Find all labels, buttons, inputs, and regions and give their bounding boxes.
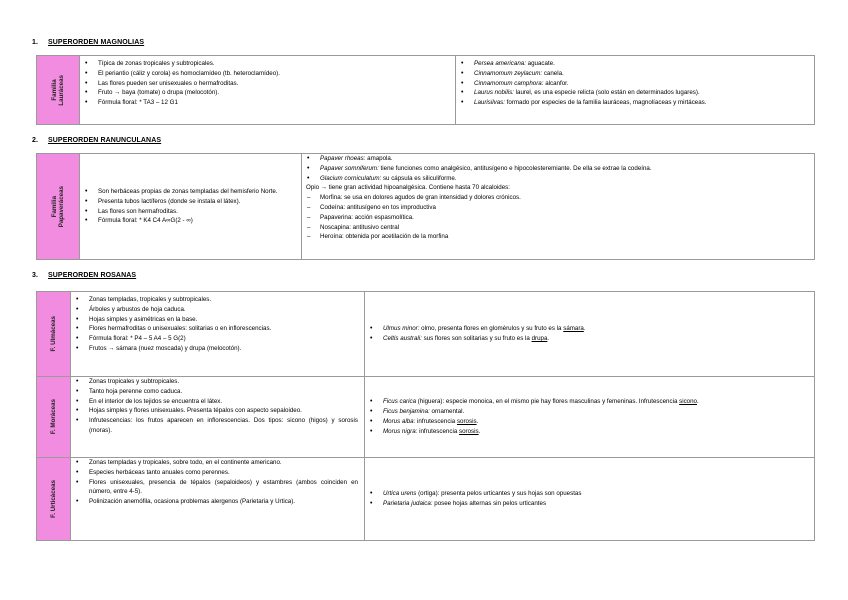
species-list: [456, 56, 814, 108]
section-number: 2.: [32, 137, 39, 144]
species-name: Cinnamomum zeylacum:: [474, 69, 543, 77]
feature-item: • Flores hermafroditas o unisexuales: solitarias o en inflorescencias.: [71, 324, 364, 334]
species-end: .: [476, 418, 479, 425]
section-heading: SUPERORDEN MAGNOLIAS: [48, 39, 145, 46]
alkaloid-item: – Codeína: antitusígeno en tos improductiva: [302, 203, 814, 213]
species-item: [365, 407, 814, 417]
species-name: Laurus nobilis:: [474, 89, 514, 97]
species-desc: tiene funciones como analgésico, antitusígeno e hipocolesteremiante. De ella se extrae la codeína.: [378, 164, 652, 172]
alkaloid-item: – Noscapina: antitusivo central: [302, 223, 814, 233]
family-cell: [37, 458, 71, 541]
species-name: Laurisilvas:: [474, 99, 505, 107]
feature-item: • Fórmula floral: * TA3 – 12 G1: [80, 98, 455, 108]
species-name: Ficus carica: [383, 398, 417, 406]
fruit-type: sorosis: [459, 427, 479, 435]
species-cell: [365, 458, 815, 541]
fruit-type: sicono: [679, 398, 697, 406]
family-cell: [37, 377, 71, 458]
feature-item: • Flores unisexuales, presencia de tépalos (sepaloideos) y estambres (ambos coinciden en número, entre 4-5).: [71, 478, 364, 498]
species-item: [456, 69, 814, 79]
species-list: [365, 324, 814, 344]
section-number: 3.: [32, 272, 39, 279]
features-list: [80, 187, 301, 226]
species-desc: (higuera): especie monoica, en el mismo pie hay flores masculinas y femeninas. Infrutescencia: [416, 398, 680, 406]
feature-item: • Las flores pueden ser unisexuales o hermafroditas.: [80, 79, 455, 89]
features-list: [71, 458, 364, 507]
ranunculanas-table: [36, 153, 815, 260]
species-item: [365, 334, 814, 344]
feature-item: • Fórmula floral: * K4 C4 A∞G(2 - ∞): [80, 216, 301, 226]
species-cell: [456, 56, 815, 125]
species-name: Urtica urens: [383, 490, 417, 498]
feature-item: • Zonas templadas y tropicales, sobre todo, en el continente americano.: [71, 458, 364, 468]
feature-item: • Presenta tubos lactíferos (donde se instala el látex).: [80, 197, 301, 207]
feature-item: • Tanto hoja perenne como caduca.: [71, 387, 364, 397]
species-desc: (ortiga): presenta pelos urticantes y sus hojas son opuestas: [416, 490, 582, 498]
fruit-type: sámara: [563, 325, 584, 333]
family-label: Familia Lauráceas: [51, 74, 65, 106]
feature-item: • Fórmula floral: * P4 – 5 A4 – 5 G(2): [71, 334, 364, 344]
section-number: 1.: [32, 39, 39, 46]
fruit-type: drupa: [531, 335, 548, 342]
species-list: [365, 397, 814, 436]
species-item: [365, 324, 814, 334]
species-desc: alcanfor.: [543, 79, 569, 87]
feature-item: • Polinización anemófila, ocasiona problemas alergenos (Parietaria y Urtica).: [71, 497, 364, 507]
species-item: [365, 397, 814, 407]
features-cell: [71, 377, 365, 458]
feature-item: • Las flores son hermafroditas.: [80, 207, 301, 217]
species-name: Glacium corniculatum:: [320, 174, 382, 182]
species-cell: [365, 292, 815, 377]
feature-item: • Fruto → baya (tomate) o drupa (melocotón).: [80, 88, 455, 98]
feature-item: • El periantio (cáliz y corola) es homoclamídeo (tb. heteroclamídeo).: [80, 69, 455, 79]
species-desc: infrutescencia: [415, 418, 457, 425]
family-label: F. Ulmáceas: [50, 316, 57, 352]
family-cell: [37, 56, 80, 125]
species-item: [365, 489, 814, 499]
species-item: [365, 417, 814, 427]
species-desc: infrutescencia: [417, 427, 460, 435]
section-heading: SUPERORDEN RANUNCULANAS: [48, 137, 162, 144]
species-item: [302, 154, 814, 164]
family-cell: [37, 292, 71, 377]
features-list: [71, 292, 364, 354]
species-name: Morus nigra:: [383, 427, 418, 435]
features-cell: [80, 154, 302, 260]
species-desc: canela.: [542, 69, 564, 77]
species-item: [456, 98, 814, 108]
species-desc: posee hojas alternas sin pelos urticantes: [432, 500, 547, 507]
family-cell: [37, 154, 80, 260]
section-2-title: [32, 137, 161, 144]
species-desc: laurel, es una especie relicta (solo están en determinados lugares).: [513, 89, 700, 97]
feature-item: • Zonas templadas, tropicales y subtropicales.: [71, 295, 364, 305]
species-name: Persea americana:: [474, 60, 526, 67]
species-desc: ornamental.: [429, 408, 465, 416]
feature-item: • Son herbáceas propias de zonas templadas del hemisferio Norte.: [80, 187, 301, 197]
species-desc: aguacate.: [525, 60, 555, 67]
species-desc: formado por especies de la familia lauráceas, magnolíaceas y mirtáceas.: [504, 99, 707, 107]
features-list: [80, 56, 455, 108]
species-list: [302, 154, 814, 242]
species-desc: amapola.: [365, 155, 393, 162]
species-item: [365, 427, 814, 437]
species-name: Morus alba:: [383, 418, 416, 425]
feature-item: • Árboles y arbustos de hoja caduca.: [71, 305, 364, 315]
species-item: [302, 164, 814, 174]
species-name: Papaver rhoeas:: [320, 155, 366, 162]
species-item: [456, 88, 814, 98]
feature-item: • Frutos → sámara (nuez moscada) y drupa (melocotón).: [71, 344, 364, 354]
species-cell: [302, 154, 815, 260]
feature-item: • Infrutescencias: los frutos aparecen en inflorescencias. Dos tipos: sicono (higos) y sorosis (moras).: [71, 416, 364, 436]
family-label: Familia Papaveráceas: [51, 185, 65, 228]
species-name: Ficus benjamina:: [383, 408, 430, 416]
alkaloid-item: – Papaverina: acción espasmolítica.: [302, 213, 814, 223]
features-cell: [80, 56, 456, 125]
feature-item: • Zonas tropicales y subtropicales.: [71, 377, 364, 387]
species-desc: olmo, presenta flores en glomérulos y su fruto es la: [419, 325, 564, 333]
feature-item: • Especies herbáceas tanto anuales como perennes.: [71, 468, 364, 478]
species-name: Parietaria judaica:: [383, 500, 433, 507]
features-list: [71, 377, 364, 436]
species-item: [456, 59, 814, 69]
family-label: F. Moráceas: [50, 399, 57, 435]
species-list: [365, 489, 814, 509]
magnolias-table: [36, 55, 815, 125]
features-cell: [71, 458, 365, 541]
species-end: .: [697, 398, 699, 406]
species-end: .: [583, 325, 586, 333]
section-heading: SUPERORDEN ROSANAS: [48, 272, 137, 279]
alkaloid-item: – Morfina: se usa en dolores agudos de gran intensidad y dolores crónicos.: [302, 193, 814, 203]
species-name: Celtis australi:: [383, 335, 422, 342]
species-item: [302, 174, 814, 184]
species-desc: sus flores son solitarias y su fruto es la: [421, 335, 532, 342]
opio-intro: Opio → tiene gran actividad hipoanalgésica. Contiene hasta 70 alcaloides:: [306, 184, 510, 192]
family-label: F. Urticáceas: [50, 480, 57, 518]
species-name: Cinnamomum camphora:: [474, 79, 544, 87]
species-end: .: [478, 427, 481, 435]
species-end: .: [547, 335, 550, 342]
feature-item: • Típica de zonas tropicales y subtropicales.: [80, 59, 455, 69]
alkaloid-item: – Heroína: obtenida por acetilación de la morfina: [302, 232, 814, 242]
species-item: [365, 499, 814, 509]
fruit-type: sorosis: [456, 418, 477, 425]
rosanas-table: [36, 291, 815, 541]
species-name: Papaver somniferum:: [320, 164, 379, 172]
species-desc: su cápsula es siliculiforme.: [381, 174, 457, 182]
feature-item: • Hojas simples y asimétricas en la base.: [71, 315, 364, 325]
section-3-title: [32, 272, 136, 279]
feature-item: • En el interior de los tejidos se encuentra el látex.: [71, 397, 364, 407]
features-cell: [71, 292, 365, 377]
species-cell: [365, 377, 815, 458]
species-name: Ulmus minor:: [383, 325, 420, 333]
feature-item: • Hojas simples y flores unisexuales. Presenta tépalos con aspecto sepaloideo.: [71, 406, 364, 416]
species-item: [456, 79, 814, 89]
section-1-title: [32, 39, 144, 46]
